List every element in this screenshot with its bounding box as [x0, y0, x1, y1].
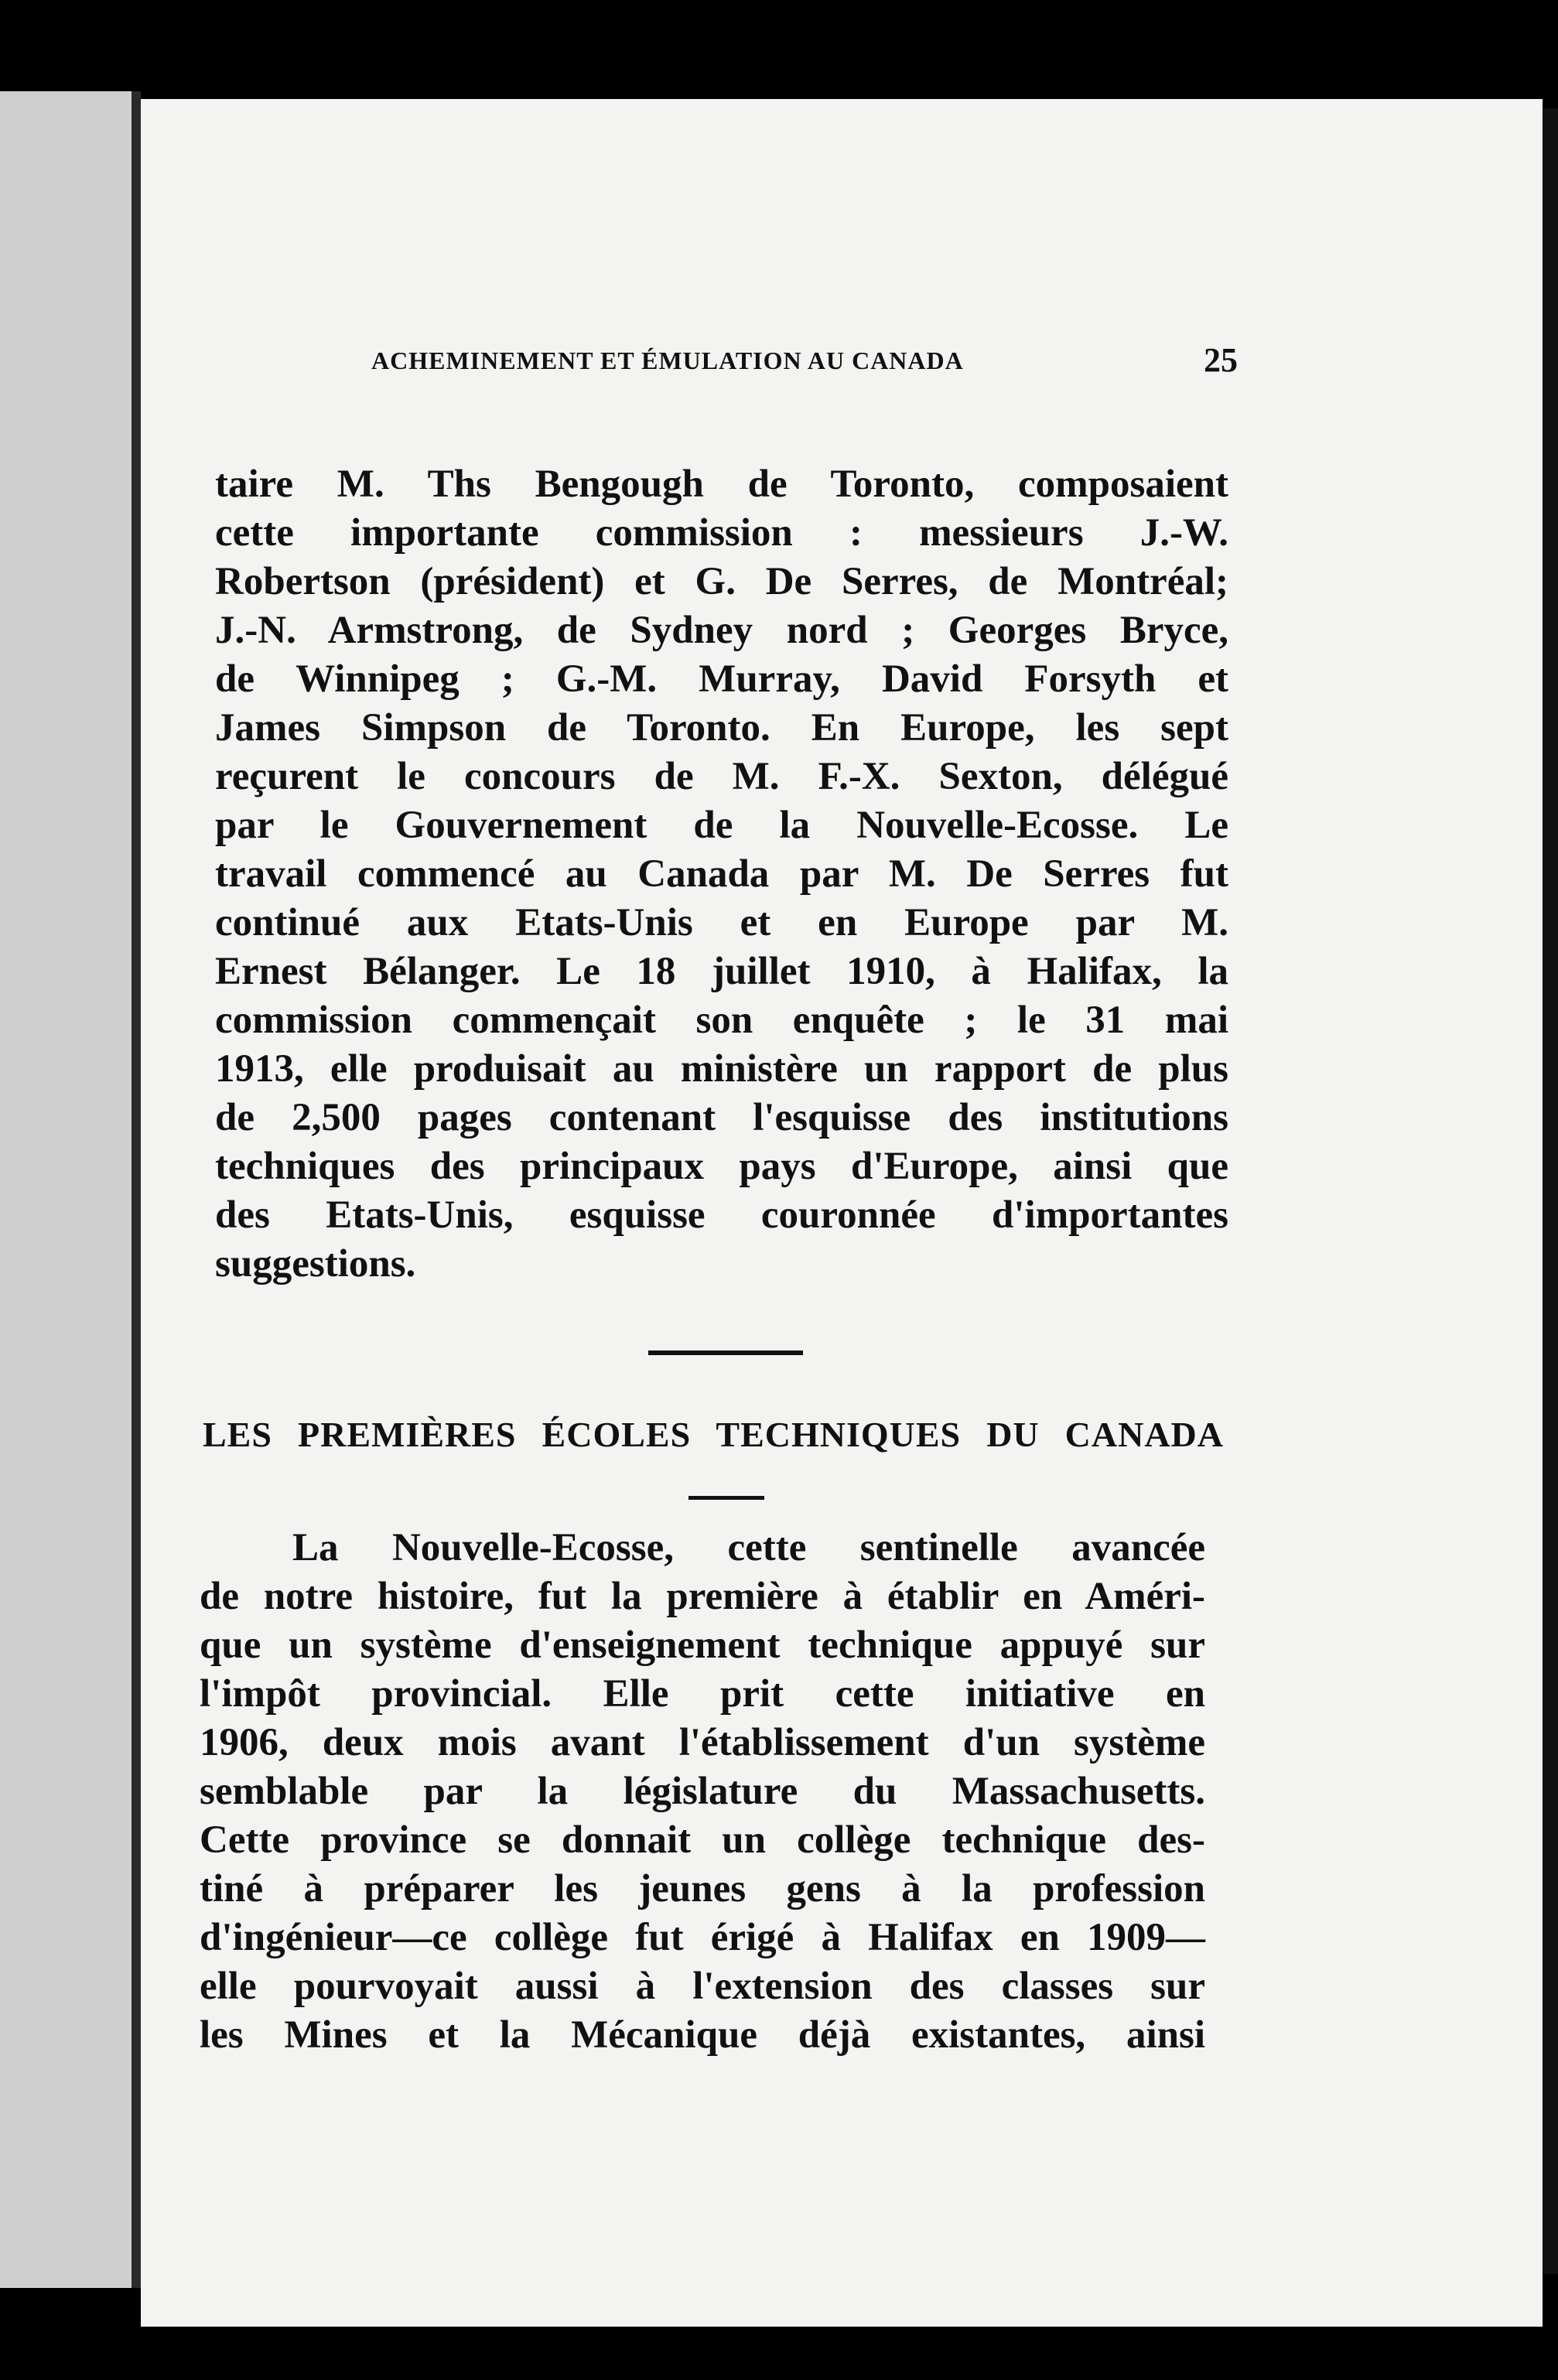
running-head-title: ACHEMINEMENT ET ÉMULATION AU CANADA	[371, 347, 964, 374]
text-line: par le Gouvernement de la Nouvelle-Ecosse. Le	[215, 804, 1228, 847]
text-line: de 2,500 pages contenant l'esquisse des institutions	[215, 1096, 1228, 1139]
facing-page-edge	[0, 91, 138, 2288]
text-line: 1913, elle produisait au ministère un rapport de plus	[215, 1047, 1228, 1091]
binding-shadow	[132, 91, 141, 2288]
text-line: que un système d'enseignement technique appuyé sur	[200, 1624, 1205, 1667]
page-number: 25	[1204, 341, 1238, 379]
text-line: continué aux Etats-Unis et en Europe par M.	[215, 901, 1228, 944]
section-divider-rule	[648, 1350, 803, 1355]
text-line: cette importante commission : messieurs J.-W.	[215, 511, 1228, 555]
text-line: des Etats-Unis, esquisse couronnée d'importantes	[215, 1193, 1228, 1237]
text-line: commission commençait son enquête ; le 31 mai	[215, 999, 1228, 1042]
text-line: semblable par la législature du Massachusetts.	[200, 1770, 1205, 1813]
text-line: taire M. Ths Bengough de Toronto, composaient	[215, 463, 1228, 506]
text-line: J.-N. Armstrong, de Sydney nord ; Georges Bryce,	[215, 609, 1228, 652]
text-line: Robertson (président) et G. De Serres, de Montréal;	[215, 560, 1228, 603]
text-line: La Nouvelle-Ecosse, cette sentinelle avancée	[292, 1526, 1205, 1569]
text-line: d'ingénieur—ce collège fut érigé à Halifax en 1909—	[200, 1916, 1205, 1959]
paragraph-2	[200, 1524, 1205, 2060]
text-line: techniques des principaux pays d'Europe, ainsi que	[215, 1145, 1228, 1188]
text-line: Ernest Bélanger. Le 18 juillet 1910, à Halifax, la	[215, 950, 1228, 993]
text-line: James Simpson de Toronto. En Europe, les sept	[215, 706, 1228, 750]
section-heading: LES PREMIÈRES ÉCOLES TECHNIQUES DU CANADA	[203, 1415, 1224, 1454]
text-line: de Winnipeg ; G.-M. Murray, David Forsyth et	[215, 657, 1228, 701]
text-line: l'impôt provincial. Elle prit cette initiative en	[200, 1672, 1205, 1716]
text-line: travail commencé au Canada par M. De Serres fut	[215, 852, 1228, 896]
text-line: tiné à préparer les jeunes gens à la profession	[200, 1867, 1205, 1910]
heading-underline-rule	[688, 1496, 764, 1500]
text-line: elle pourvoyait aussi à l'extension des classes sur	[200, 1965, 1205, 2008]
text-line: Cette province se donnait un collège technique des-	[200, 1818, 1205, 1862]
right-scan-edge	[1543, 108, 1558, 2274]
text-line: reçurent le concours de M. F.-X. Sexton, délégué	[215, 755, 1228, 798]
paragraph-1	[215, 460, 1228, 1289]
text-line: les Mines et la Mécanique déjà existantes, ainsi	[200, 2013, 1205, 2057]
running-head	[232, 340, 1238, 387]
text-line: de notre histoire, fut la première à établir en Améri-	[200, 1575, 1205, 1618]
text-line: 1906, deux mois avant l'établissement d'un système	[200, 1721, 1205, 1764]
text-line: suggestions.	[215, 1242, 416, 1286]
